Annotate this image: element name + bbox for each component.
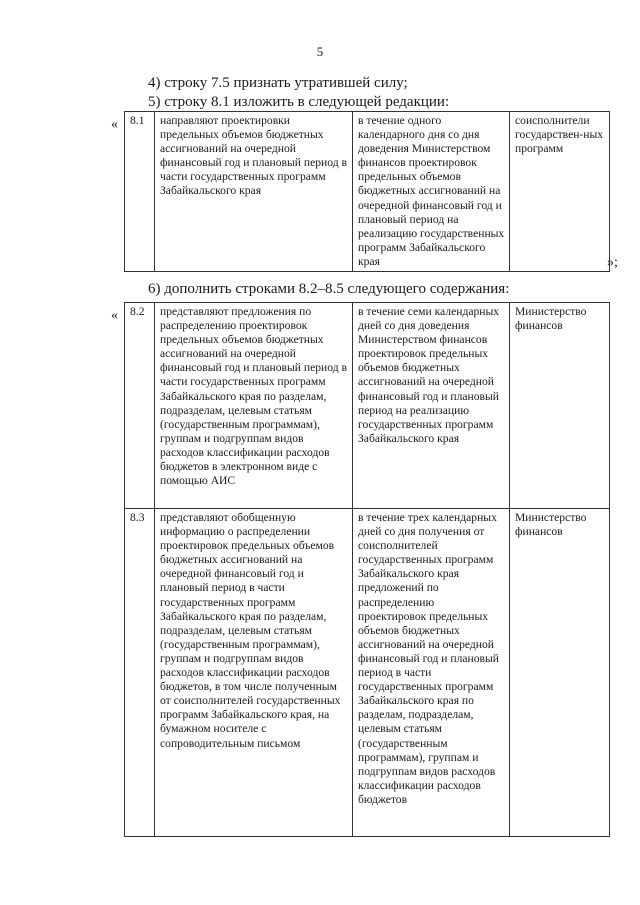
row-executor: соисполнители государствен-ных программ [510,112,610,272]
opening-quote: « [111,117,118,132]
row-executor: Министерство финансов [510,303,610,509]
row-number: 8.3 [125,509,155,837]
row-8-1-table [124,111,610,272]
table-row [125,112,610,272]
page-number: 5 [316,44,324,59]
amendment-item-5: 5) строку 8.1 изложить в следующей редакции: [148,94,450,110]
amendment-item-6: 6) дополнить строками 8.2–8.5 следующего содержания: [148,281,510,297]
row-deadline: в течение трех календарных дней со дня получения от соисполнителей государственных программ Забайкальского края предложений по распределению проектировок предельных объемов бюджетных ассигнований на очередной финансовый год и плановый период в части государственных программ Забайкальского края по разделам, подразделам, целевым статьям (государственным программам), группам и подгруппам видов расходов классификации расходов бюджетов [353,509,510,837]
row-action: представляют предложения по распределению проектировок предельных объемов бюджетных ассигнований на очередной финансовый год и плановый период в части государственных программ Забайкальского края по разделам, подразделам, целевым статьям (государственным программам), группам и подгруппам видов расходов классификации расходов бюджетов в электронном виде с помощью АИС [155,303,353,509]
table-row [125,509,610,837]
row-action: направляют проектировки предельных объемов бюджетных ассигнований на очередной финансовый год и плановый период в части государственных программ Забайкальского края [155,112,353,272]
rows-8-2-8-3-table [124,302,610,837]
opening-quote-2: « [111,308,118,323]
row-deadline: в течение семи календарных дней со дня доведения Министерством финансов проектировок предельных объемов бюджетных ассигнований на очередной финансовый год и плановый период на реализацию государственных программ Забайкальского края [353,303,510,509]
row-number: 8.1 [125,112,155,272]
row-action: представляют обобщенную информацию о распределении проектировок предельных объемов бюджетных ассигнований на очередной финансовый год и плановый период в части государственных программ Забайкальского края по разделам, подразделам, целевым статьям (государственным программам), группам и подгруппам видов расходов классификации расходов бюджетов, в том числе полученным от соисполнителей государственных программ Забайкальского края, на бумажном носителе с сопроводительным письмом [155,509,353,837]
amendment-item-4: 4) строку 7.5 признать утратившей силу; [148,75,408,91]
row-number: 8.2 [125,303,155,509]
row-executor: Министерство финансов [510,509,610,837]
closing-quote: »; [607,255,618,270]
row-deadline: в течение одного календарного дня со дня доведения Министерством финансов проектировок предельных объемов бюджетных ассигнований на очередной финансовый год и плановый период на реализацию государственных программ Забайкальского края [353,112,510,272]
table-row [125,303,610,509]
